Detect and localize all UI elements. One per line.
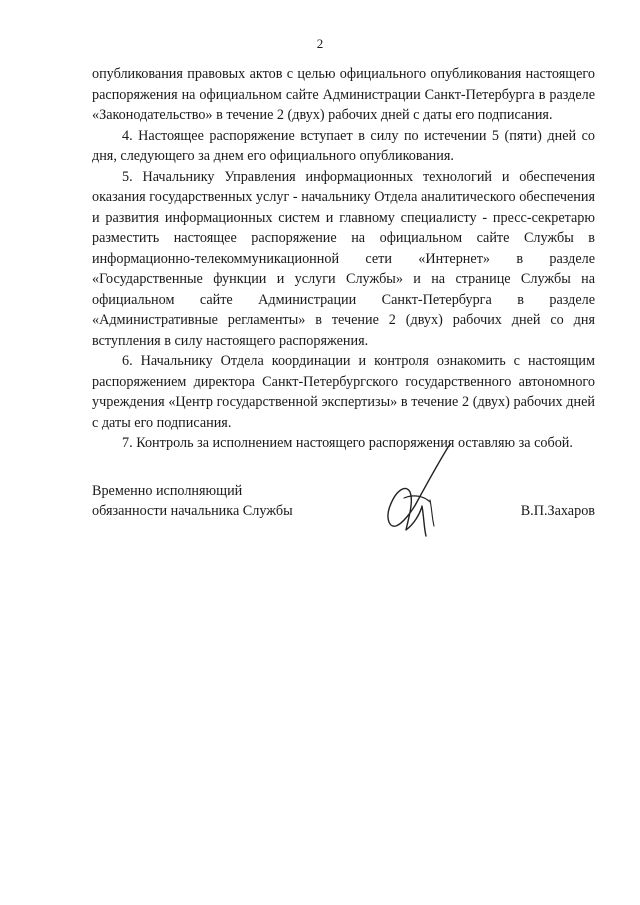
signatory-title-line-2: обязанности начальника Службы bbox=[92, 503, 293, 519]
signature-block bbox=[92, 481, 595, 541]
paragraph-item-7: 7. Контроль за исполнением настоящего распоряжения оставляю за собой. bbox=[122, 435, 573, 451]
paragraph-item-6: 6. Начальнику Отдела координации и контроля ознакомить с настоящим распоряжением директора Санкт-Петербургского государственного автономного учреждения «Центр государственной экспертизы» в течение 2 (двух) рабочих дней с даты его подписания. bbox=[92, 353, 595, 431]
signatory-title bbox=[92, 481, 352, 521]
paragraph-item-5: 5. Начальнику Управления информационных технологий и обеспечения оказания государственных услуг - начальнику Отдела аналитического обеспечения и развития информационных систем и главному специалисту - пресс-секретарю разместить настоящее распоряжение на официальном сайте Службы в информационно-телекоммуникационной сети «Интернет» в разделе «Государственные функции и услуги Службы» и на странице Службы на официальном сайте Администрации Санкт-Петербурга в разделе «Административные регламенты» в течение 2 (двух) рабочих дней со дня вступления в силу настоящего распоряжения. bbox=[92, 168, 595, 349]
page-number: 2 bbox=[316, 36, 324, 51]
paragraph-item-4: 4. Настоящее распоряжение вступает в силу по истечении 5 (пяти) дней со дня, следующего за днем его официального опубликования. bbox=[92, 127, 595, 164]
signatory-name: В.П.Захаров bbox=[520, 503, 595, 519]
document-body bbox=[92, 64, 595, 454]
signatory-title-line-1: Временно исполняющий bbox=[92, 483, 243, 499]
handwritten-signature bbox=[380, 440, 470, 540]
paragraph-continuation: опубликования правовых актов с целью официального опубликования настоящего распоряжения на официальном сайте Администрации Санкт-Петербурга в разделе «Законодательство» в течение 2 (двух) рабочих дней с даты его подписания. bbox=[92, 66, 595, 123]
